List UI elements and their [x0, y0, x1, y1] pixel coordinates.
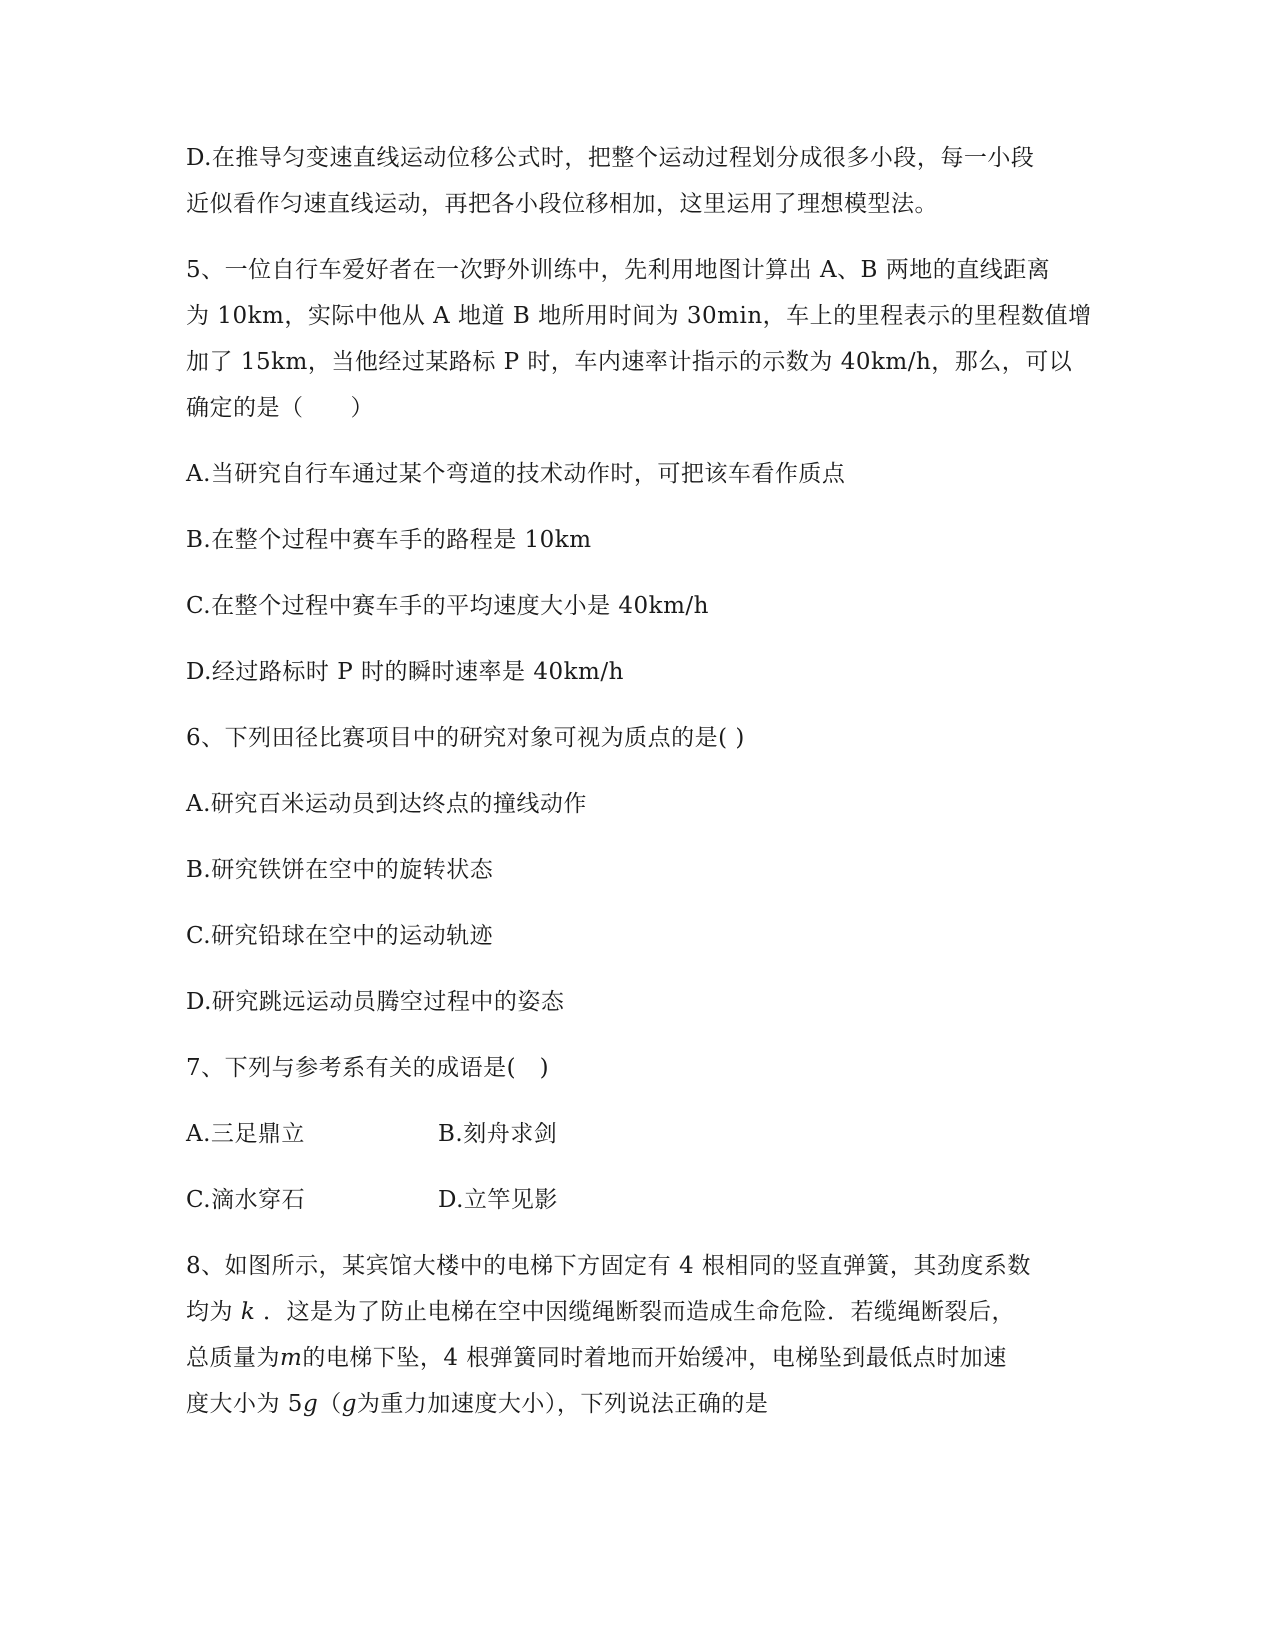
- q8-stem-line2: [186, 1297, 1015, 1327]
- q8-stem-line4: [186, 1389, 768, 1419]
- q6-option-b: B.研究铁饼在空中的旋转状态: [186, 857, 494, 883]
- q4-option-d-line1: D.在推导匀变速直线运动位移公式时，把整个运动过程划分成很多小段，每一小段: [186, 145, 1035, 171]
- q5-stem-line4: 确定的是（ ）: [186, 395, 374, 421]
- q5-option-c: C.在整个过程中赛车手的平均速度大小是 40km/h: [186, 593, 709, 619]
- q5-stem-line2: 为 10km，实际中他从 A 地道 B 地所用时间为 30min，车上的里程表示的里程数值增: [186, 303, 1092, 329]
- q7-option-a: A.三足鼎立: [186, 1121, 305, 1147]
- q4-option-d-line2: 近似看作匀速直线运动，再把各小段位移相加，这里运用了理想模型法。: [186, 191, 938, 217]
- q8-symbol-g-2: g: [341, 1391, 357, 1417]
- q8-stem-line3: [186, 1343, 1007, 1373]
- q8-symbol-g: g: [302, 1391, 319, 1417]
- q7-option-b: B.刻舟求剑: [438, 1121, 558, 1147]
- q8-line3-post: 的电梯下坠，4 根弹簧同时着地而开始缓冲，电梯坠到最低点时加速: [302, 1345, 1007, 1371]
- q5-option-d: D.经过路标时 P 时的瞬时速率是 40km/h: [186, 659, 624, 685]
- q8-line2-post: ．这是为了防止电梯在空中因缆绳断裂而造成生命危险．若缆绳断裂后，: [255, 1299, 1016, 1325]
- q7-stem: 7、下列与参考系有关的成语是( ): [186, 1055, 550, 1081]
- q8-line4-post: 为重力加速度大小），下列说法正确的是: [356, 1391, 769, 1417]
- q7-option-c: C.滴水穿石: [186, 1187, 306, 1213]
- q6-option-d: D.研究跳远运动员腾空过程中的姿态: [186, 989, 565, 1015]
- q8-symbol-m: m: [280, 1345, 303, 1371]
- q5-stem-line3: 加了 15km，当他经过某路标 P 时，车内速率计指示的示数为 40km/h，那么，可以: [186, 349, 1073, 375]
- q8-stem-line1: 8、如图所示，某宾馆大楼中的电梯下方固定有 4 根相同的竖直弹簧，其劲度系数: [186, 1253, 1031, 1279]
- q8-line3-pre: 总质量为: [186, 1345, 280, 1371]
- q6-stem: 6、下列田径比赛项目中的研究对象可视为质点的是( ): [186, 725, 745, 751]
- q5-stem-line1: 5、一位自行车爱好者在一次野外训练中，先利用地图计算出 A、B 两地的直线距离: [186, 257, 1051, 283]
- q8-symbol-k: k: [240, 1299, 256, 1325]
- q6-option-a: A.研究百米运动员到达终点的撞线动作: [186, 791, 587, 817]
- q6-option-c: C.研究铅球在空中的运动轨迹: [186, 923, 494, 949]
- q5-option-b: B.在整个过程中赛车手的路程是 10km: [186, 527, 592, 553]
- q8-line4-pre: 度大小为 5: [186, 1391, 303, 1417]
- q5-option-a: A.当研究自行车通过某个弯道的技术动作时，可把该车看作质点: [186, 461, 846, 487]
- q7-option-d: D.立竿见影: [438, 1187, 558, 1213]
- q8-line2-pre: 均为: [186, 1299, 241, 1325]
- q8-line4-mid: （: [318, 1391, 342, 1417]
